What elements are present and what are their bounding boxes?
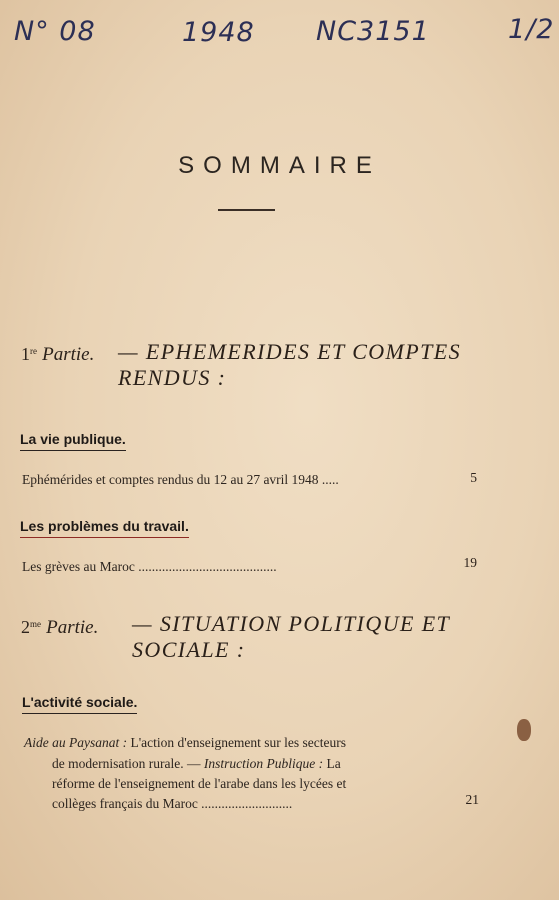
part1-word: Partie. xyxy=(42,344,95,365)
toc-entry-ephemerides: Ephémérides et comptes rendus du 12 au 27 avril 1948 ..... xyxy=(22,472,339,487)
handwritten-number: N° 08 xyxy=(14,16,96,47)
section-heading-vie-publique: La vie publique. xyxy=(20,431,126,451)
toc-entry-aide-line2 xyxy=(52,756,341,772)
handwritten-reference: NC3151 xyxy=(316,16,430,47)
handwritten-year: 1948 xyxy=(182,17,255,48)
toc-entry-greves: Les grèves au Maroc ......................................... xyxy=(22,559,277,574)
section-heading-activite-sociale: L'activité sociale. xyxy=(22,694,137,714)
toc-entry-aide-line1 xyxy=(24,735,346,751)
toc-entry-aide-line4: collèges français du Maroc ........................... xyxy=(52,796,293,811)
title-underline xyxy=(218,209,275,211)
part2-label xyxy=(21,617,98,639)
entry-text-line2b: La xyxy=(326,756,341,771)
handwritten-fraction: 1/2 xyxy=(508,14,555,45)
part2-number: $2^{me}$ xyxy=(21,617,41,637)
page-title: SOMMAIRE xyxy=(178,152,381,179)
toc-page-ephemerides: 5 xyxy=(470,470,477,485)
section-heading-problemes-travail: Les problèmes du travail. xyxy=(20,518,189,538)
part2-title: — SITUATION POLITIQUE ET SOCIALE : xyxy=(132,611,450,662)
ink-blot xyxy=(517,719,531,741)
part1-title: — EPHEMERIDES ET COMPTES RENDUS : xyxy=(118,339,461,390)
toc-page-greves: 19 xyxy=(463,555,477,570)
toc-page-aide: 21 xyxy=(465,792,479,807)
entry-text-line2: de modernisation rurale. — xyxy=(52,756,201,771)
part1-number: 1re xyxy=(21,344,37,364)
part2-word: Partie. xyxy=(46,617,99,638)
part1-label xyxy=(21,344,94,366)
toc-entry-aide-line3: réforme de l'enseignement de l'arabe dans les lycées et xyxy=(52,776,347,791)
entry-lead-aide-paysanat: Aide au Paysanat : xyxy=(24,735,128,750)
entry-italic-instruction-publique: Instruction Publique : xyxy=(203,756,324,771)
entry-text-line1: L'action d'enseignement sur les secteurs xyxy=(130,735,347,750)
